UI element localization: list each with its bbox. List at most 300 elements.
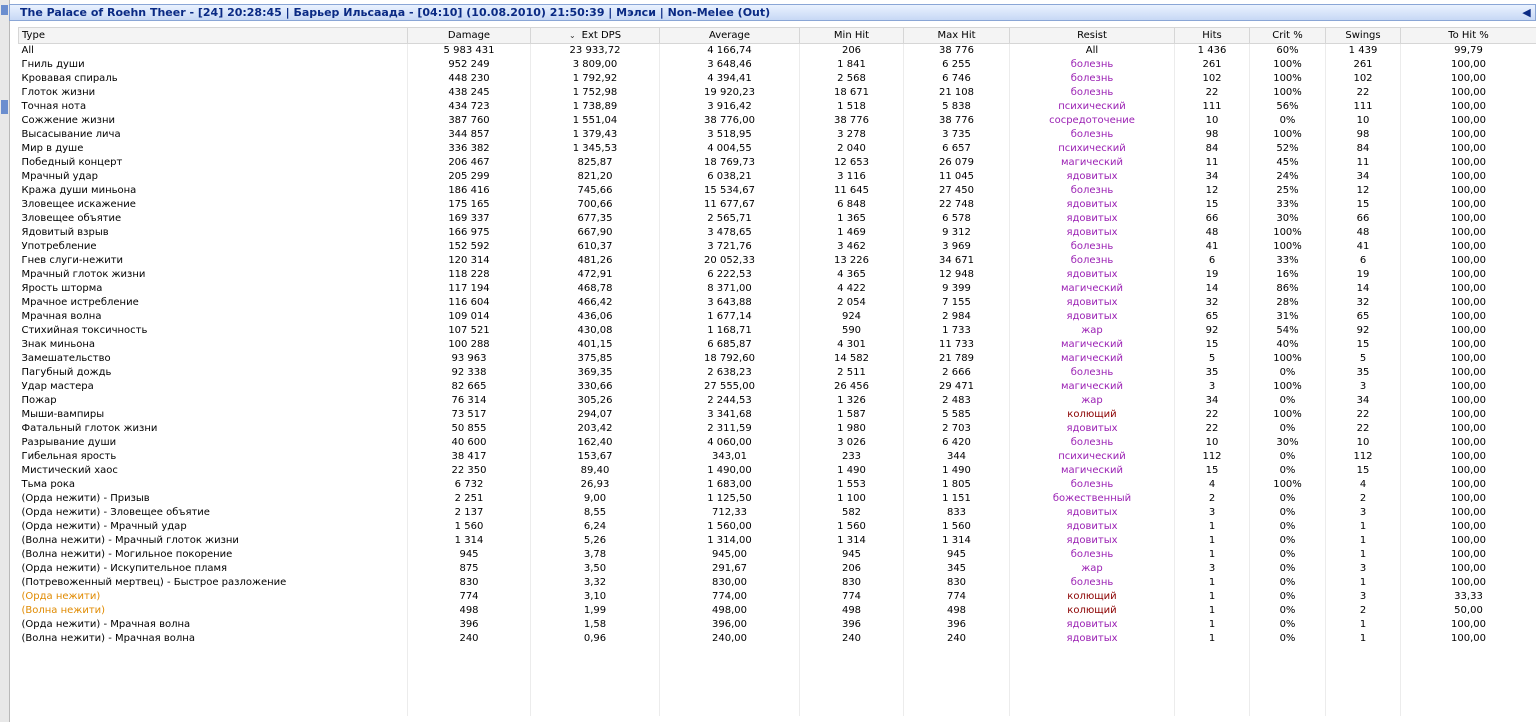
- cell-crit: 28%: [1250, 296, 1326, 310]
- cell-damage: 100 288: [408, 338, 531, 352]
- col-header-hits[interactable]: Hits: [1175, 28, 1250, 44]
- cell-hits: 19: [1175, 268, 1250, 282]
- empty-cell: [1326, 688, 1401, 702]
- cell-resist: болезнь: [1010, 58, 1175, 72]
- cell-max-hit: 38 776: [904, 44, 1010, 59]
- cell-average: 3 341,68: [660, 408, 800, 422]
- empty-cell: [1326, 702, 1401, 716]
- cell-average: 3 648,46: [660, 58, 800, 72]
- cell-type: Высасывание лича: [19, 128, 408, 142]
- col-header-swings[interactable]: Swings: [1326, 28, 1401, 44]
- table-row[interactable]: [19, 212, 1537, 226]
- cell-average: 15 534,67: [660, 184, 800, 198]
- cell-type: Мистический хаос: [19, 464, 408, 478]
- table-row[interactable]: [19, 548, 1537, 562]
- cell-to-hit: 50,00: [1401, 604, 1537, 618]
- cell-max-hit: 498: [904, 604, 1010, 618]
- col-header-to-hit[interactable]: To Hit %: [1401, 28, 1537, 44]
- table-row[interactable]: [19, 44, 1537, 59]
- table-row[interactable]: [19, 380, 1537, 394]
- cell-crit: 33%: [1250, 198, 1326, 212]
- table-row[interactable]: [19, 254, 1537, 268]
- col-header-type[interactable]: Type: [19, 28, 408, 44]
- cell-type: Зловещее искажение: [19, 198, 408, 212]
- cell-resist: колющий: [1010, 408, 1175, 422]
- table-row[interactable]: [19, 268, 1537, 282]
- cell-average: 498,00: [660, 604, 800, 618]
- cell-swings: 15: [1326, 198, 1401, 212]
- cell-average: 3 478,65: [660, 226, 800, 240]
- cell-to-hit: 100,00: [1401, 170, 1537, 184]
- table-row[interactable]: [19, 562, 1537, 576]
- empty-row: [19, 660, 1537, 674]
- table-row[interactable]: [19, 352, 1537, 366]
- cell-swings: 10: [1326, 436, 1401, 450]
- cell-damage: 92 338: [408, 366, 531, 380]
- cell-type: Кража души миньона: [19, 184, 408, 198]
- cell-ext-dps: 153,67: [531, 450, 660, 464]
- table-row[interactable]: [19, 422, 1537, 436]
- cell-ext-dps: 3,32: [531, 576, 660, 590]
- cell-resist: ядовитых: [1010, 170, 1175, 184]
- cell-crit: 100%: [1250, 226, 1326, 240]
- cell-min-hit: 582: [800, 506, 904, 520]
- empty-cell: [1401, 688, 1537, 702]
- cell-resist: психический: [1010, 100, 1175, 114]
- cell-hits: 261: [1175, 58, 1250, 72]
- empty-cell: [408, 646, 531, 660]
- cell-max-hit: 1 151: [904, 492, 1010, 506]
- table-row[interactable]: [19, 240, 1537, 254]
- cell-min-hit: 1 326: [800, 394, 904, 408]
- col-header-crit[interactable]: Crit %: [1250, 28, 1326, 44]
- cell-damage: 93 963: [408, 352, 531, 366]
- cell-max-hit: 1 805: [904, 478, 1010, 492]
- empty-cell: [800, 688, 904, 702]
- empty-cell: [1250, 688, 1326, 702]
- cell-hits: 1: [1175, 520, 1250, 534]
- cell-max-hit: 945: [904, 548, 1010, 562]
- empty-cell: [660, 702, 800, 716]
- table-row[interactable]: [19, 86, 1537, 100]
- col-header-max-hit[interactable]: Max Hit: [904, 28, 1010, 44]
- cell-ext-dps: 466,42: [531, 296, 660, 310]
- cell-average: 396,00: [660, 618, 800, 632]
- header-row: [19, 28, 1537, 44]
- cell-min-hit: 3 462: [800, 240, 904, 254]
- cell-type: Победный концерт: [19, 156, 408, 170]
- cell-to-hit: 100,00: [1401, 310, 1537, 324]
- cell-max-hit: 345: [904, 562, 1010, 576]
- cell-ext-dps: 162,40: [531, 436, 660, 450]
- cell-resist: магический: [1010, 380, 1175, 394]
- cell-type: Мрачный удар: [19, 170, 408, 184]
- empty-cell: [904, 646, 1010, 660]
- col-header-min-hit[interactable]: Min Hit: [800, 28, 904, 44]
- cell-min-hit: 1 553: [800, 478, 904, 492]
- cell-average: 6 685,87: [660, 338, 800, 352]
- empty-cell: [1175, 702, 1250, 716]
- cell-damage: 175 165: [408, 198, 531, 212]
- cell-damage: 396: [408, 618, 531, 632]
- cell-crit: 24%: [1250, 170, 1326, 184]
- cell-max-hit: 38 776: [904, 114, 1010, 128]
- cell-damage: 50 855: [408, 422, 531, 436]
- cell-swings: 3: [1326, 380, 1401, 394]
- empty-row: [19, 646, 1537, 660]
- table-row[interactable]: [19, 114, 1537, 128]
- cell-crit: 0%: [1250, 506, 1326, 520]
- cell-ext-dps: 330,66: [531, 380, 660, 394]
- cell-type: Знак миньона: [19, 338, 408, 352]
- arrow-left-icon[interactable]: ◀: [1522, 6, 1531, 19]
- table-row[interactable]: [19, 338, 1537, 352]
- table-row[interactable]: [19, 282, 1537, 296]
- table-row[interactable]: [19, 604, 1537, 618]
- cell-type: Мрачная волна: [19, 310, 408, 324]
- cell-hits: 1: [1175, 534, 1250, 548]
- empty-cell: [531, 646, 660, 660]
- cell-crit: 30%: [1250, 212, 1326, 226]
- table-row[interactable]: [19, 618, 1537, 632]
- cell-type: (Орда нежити) - Искупительное пламя: [19, 562, 408, 576]
- cell-hits: 22: [1175, 408, 1250, 422]
- cell-resist: психический: [1010, 450, 1175, 464]
- cell-ext-dps: 436,06: [531, 310, 660, 324]
- table-row[interactable]: [19, 506, 1537, 520]
- cell-type: Гибельная ярость: [19, 450, 408, 464]
- cell-damage: 205 299: [408, 170, 531, 184]
- cell-average: 19 920,23: [660, 86, 800, 100]
- cell-crit: 100%: [1250, 86, 1326, 100]
- cell-crit: 54%: [1250, 324, 1326, 338]
- cell-swings: 1: [1326, 548, 1401, 562]
- col-header-resist[interactable]: Resist: [1010, 28, 1175, 44]
- cell-min-hit: 396: [800, 618, 904, 632]
- table-row[interactable]: [19, 520, 1537, 534]
- cell-to-hit: 100,00: [1401, 338, 1537, 352]
- cell-resist: магический: [1010, 282, 1175, 296]
- cell-max-hit: 6 578: [904, 212, 1010, 226]
- cell-type: Мир в душе: [19, 142, 408, 156]
- table-row[interactable]: [19, 296, 1537, 310]
- cell-max-hit: 1 314: [904, 534, 1010, 548]
- table-row[interactable]: [19, 198, 1537, 212]
- empty-cell: [408, 660, 531, 674]
- cell-resist: сосредоточение: [1010, 114, 1175, 128]
- cell-damage: 448 230: [408, 72, 531, 86]
- table-row[interactable]: [19, 100, 1537, 114]
- cell-ext-dps: 610,37: [531, 240, 660, 254]
- collapse-icon[interactable]: [1, 5, 8, 15]
- cell-max-hit: 6 746: [904, 72, 1010, 86]
- cell-swings: 1 439: [1326, 44, 1401, 59]
- cell-min-hit: 1 518: [800, 100, 904, 114]
- cell-hits: 11: [1175, 156, 1250, 170]
- cell-swings: 1: [1326, 520, 1401, 534]
- cell-type: Фатальный глоток жизни: [19, 422, 408, 436]
- empty-cell: [19, 660, 408, 674]
- cell-crit: 100%: [1250, 128, 1326, 142]
- cell-average: 774,00: [660, 590, 800, 604]
- cell-hits: 92: [1175, 324, 1250, 338]
- cell-ext-dps: 1 379,43: [531, 128, 660, 142]
- cell-ext-dps: 1 551,04: [531, 114, 660, 128]
- cell-crit: 0%: [1250, 534, 1326, 548]
- table-row[interactable]: [19, 394, 1537, 408]
- cell-resist: магический: [1010, 156, 1175, 170]
- cell-damage: 336 382: [408, 142, 531, 156]
- cell-average: 3 916,42: [660, 100, 800, 114]
- cell-hits: 15: [1175, 198, 1250, 212]
- cell-ext-dps: 700,66: [531, 198, 660, 212]
- table-row[interactable]: [19, 408, 1537, 422]
- empty-cell: [904, 660, 1010, 674]
- table-row[interactable]: [19, 142, 1537, 156]
- cell-to-hit: 100,00: [1401, 576, 1537, 590]
- cell-hits: 10: [1175, 436, 1250, 450]
- cell-max-hit: 12 948: [904, 268, 1010, 282]
- cell-max-hit: 21 789: [904, 352, 1010, 366]
- empty-cell: [1250, 702, 1326, 716]
- cell-swings: 4: [1326, 478, 1401, 492]
- cell-resist: ядовитых: [1010, 618, 1175, 632]
- col-header-damage[interactable]: Damage: [408, 28, 531, 44]
- cell-min-hit: 3 278: [800, 128, 904, 142]
- table-row[interactable]: [19, 366, 1537, 380]
- cell-min-hit: 1 560: [800, 520, 904, 534]
- empty-cell: [408, 702, 531, 716]
- cell-average: 2 638,23: [660, 366, 800, 380]
- cell-ext-dps: 3,78: [531, 548, 660, 562]
- cell-to-hit: 100,00: [1401, 156, 1537, 170]
- table-row[interactable]: [19, 534, 1537, 548]
- table-row[interactable]: [19, 58, 1537, 72]
- cell-hits: 98: [1175, 128, 1250, 142]
- cell-min-hit: 945: [800, 548, 904, 562]
- empty-cell: [1401, 646, 1537, 660]
- cell-max-hit: 1 560: [904, 520, 1010, 534]
- cell-ext-dps: 6,24: [531, 520, 660, 534]
- cell-average: 1 683,00: [660, 478, 800, 492]
- cell-crit: 0%: [1250, 562, 1326, 576]
- empty-row: [19, 688, 1537, 702]
- cell-crit: 0%: [1250, 632, 1326, 646]
- cell-hits: 22: [1175, 422, 1250, 436]
- cell-hits: 15: [1175, 338, 1250, 352]
- table-row[interactable]: [19, 632, 1537, 646]
- cell-resist: болезнь: [1010, 478, 1175, 492]
- cell-crit: 0%: [1250, 450, 1326, 464]
- cell-max-hit: 1 490: [904, 464, 1010, 478]
- cell-type: Мыши-вампиры: [19, 408, 408, 422]
- empty-cell: [1010, 674, 1175, 688]
- cell-ext-dps: 305,26: [531, 394, 660, 408]
- cell-hits: 15: [1175, 464, 1250, 478]
- cell-hits: 10: [1175, 114, 1250, 128]
- cell-crit: 45%: [1250, 156, 1326, 170]
- cell-crit: 0%: [1250, 114, 1326, 128]
- cell-max-hit: 5 585: [904, 408, 1010, 422]
- cell-resist: ядовитых: [1010, 310, 1175, 324]
- cell-max-hit: 2 703: [904, 422, 1010, 436]
- empty-cell: [800, 674, 904, 688]
- cell-crit: 16%: [1250, 268, 1326, 282]
- cell-hits: 34: [1175, 394, 1250, 408]
- cell-resist: болезнь: [1010, 184, 1175, 198]
- cell-max-hit: 2 984: [904, 310, 1010, 324]
- empty-cell: [19, 674, 408, 688]
- table-row[interactable]: [19, 450, 1537, 464]
- empty-cell: [800, 660, 904, 674]
- cell-average: 4 060,00: [660, 436, 800, 450]
- cell-crit: 31%: [1250, 310, 1326, 324]
- cell-min-hit: 13 226: [800, 254, 904, 268]
- cell-crit: 0%: [1250, 548, 1326, 562]
- cell-swings: 2: [1326, 492, 1401, 506]
- empty-cell: [660, 688, 800, 702]
- table-row[interactable]: [19, 590, 1537, 604]
- cell-crit: 100%: [1250, 380, 1326, 394]
- cell-to-hit: 100,00: [1401, 380, 1537, 394]
- table-row[interactable]: [19, 436, 1537, 450]
- table-row[interactable]: [19, 324, 1537, 338]
- cell-damage: 166 975: [408, 226, 531, 240]
- table-row[interactable]: [19, 492, 1537, 506]
- cell-max-hit: 34 671: [904, 254, 1010, 268]
- cell-ext-dps: 821,20: [531, 170, 660, 184]
- cell-min-hit: 774: [800, 590, 904, 604]
- table-row[interactable]: [19, 310, 1537, 324]
- cell-min-hit: 1 980: [800, 422, 904, 436]
- cell-damage: 169 337: [408, 212, 531, 226]
- empty-cell: [904, 688, 1010, 702]
- cell-swings: 10: [1326, 114, 1401, 128]
- cell-max-hit: 9 312: [904, 226, 1010, 240]
- cell-crit: 60%: [1250, 44, 1326, 59]
- cell-min-hit: 4 301: [800, 338, 904, 352]
- cell-resist: болезнь: [1010, 240, 1175, 254]
- cell-resist: All: [1010, 44, 1175, 59]
- col-header-average[interactable]: Average: [660, 28, 800, 44]
- cell-crit: 0%: [1250, 590, 1326, 604]
- cell-min-hit: 206: [800, 44, 904, 59]
- table-row[interactable]: [19, 156, 1537, 170]
- cell-damage: 22 350: [408, 464, 531, 478]
- cell-max-hit: 27 450: [904, 184, 1010, 198]
- cell-ext-dps: 294,07: [531, 408, 660, 422]
- cell-min-hit: 2 040: [800, 142, 904, 156]
- cell-type: Мрачный глоток жизни: [19, 268, 408, 282]
- cell-damage: 107 521: [408, 324, 531, 338]
- cell-to-hit: 100,00: [1401, 436, 1537, 450]
- cell-swings: 1: [1326, 618, 1401, 632]
- empty-cell: [1326, 646, 1401, 660]
- cell-swings: 19: [1326, 268, 1401, 282]
- cell-to-hit: 100,00: [1401, 198, 1537, 212]
- table-row[interactable]: [19, 170, 1537, 184]
- cell-min-hit: 206: [800, 562, 904, 576]
- empty-cell: [1326, 660, 1401, 674]
- cell-ext-dps: 9,00: [531, 492, 660, 506]
- empty-cell: [1250, 674, 1326, 688]
- cell-type: Пожар: [19, 394, 408, 408]
- cell-damage: 387 760: [408, 114, 531, 128]
- cell-min-hit: 1 365: [800, 212, 904, 226]
- cell-resist: ядовитых: [1010, 226, 1175, 240]
- empty-cell: [408, 674, 531, 688]
- cell-min-hit: 1 100: [800, 492, 904, 506]
- cell-average: 4 004,55: [660, 142, 800, 156]
- cell-hits: 3: [1175, 562, 1250, 576]
- cell-swings: 3: [1326, 590, 1401, 604]
- empty-cell: [531, 688, 660, 702]
- cell-damage: 830: [408, 576, 531, 590]
- cell-average: 3 721,76: [660, 240, 800, 254]
- cell-hits: 1: [1175, 618, 1250, 632]
- left-panel-strip: [0, 0, 10, 722]
- damage-table: [18, 27, 1536, 716]
- cell-hits: 102: [1175, 72, 1250, 86]
- empty-cell: [904, 674, 1010, 688]
- cell-type: (Орда нежити) - Зловещее объятие: [19, 506, 408, 520]
- col-header-ext-dps[interactable]: [531, 28, 660, 44]
- cell-ext-dps: 3 809,00: [531, 58, 660, 72]
- cell-hits: 5: [1175, 352, 1250, 366]
- cell-damage: 774: [408, 590, 531, 604]
- cell-max-hit: 774: [904, 590, 1010, 604]
- cell-swings: 2: [1326, 604, 1401, 618]
- cell-resist: болезнь: [1010, 86, 1175, 100]
- cell-min-hit: 6 848: [800, 198, 904, 212]
- cell-to-hit: 100,00: [1401, 366, 1537, 380]
- cell-to-hit: 100,00: [1401, 282, 1537, 296]
- cell-max-hit: 11 733: [904, 338, 1010, 352]
- cell-crit: 52%: [1250, 142, 1326, 156]
- cell-min-hit: 4 365: [800, 268, 904, 282]
- cell-to-hit: 100,00: [1401, 352, 1537, 366]
- cell-swings: 22: [1326, 408, 1401, 422]
- cell-average: 240,00: [660, 632, 800, 646]
- table-row[interactable]: [19, 576, 1537, 590]
- table-row[interactable]: [19, 464, 1537, 478]
- cell-to-hit: 100,00: [1401, 296, 1537, 310]
- cell-ext-dps: 1,58: [531, 618, 660, 632]
- cell-swings: 12: [1326, 184, 1401, 198]
- cell-crit: 25%: [1250, 184, 1326, 198]
- cell-ext-dps: 745,66: [531, 184, 660, 198]
- cell-swings: 3: [1326, 562, 1401, 576]
- table-row[interactable]: [19, 72, 1537, 86]
- cell-max-hit: 2 483: [904, 394, 1010, 408]
- cell-resist: магический: [1010, 464, 1175, 478]
- cell-min-hit: 2 511: [800, 366, 904, 380]
- cell-hits: 35: [1175, 366, 1250, 380]
- cell-to-hit: 100,00: [1401, 534, 1537, 548]
- cell-ext-dps: 1 345,53: [531, 142, 660, 156]
- cell-max-hit: 21 108: [904, 86, 1010, 100]
- table-row[interactable]: [19, 184, 1537, 198]
- cell-to-hit: 100,00: [1401, 240, 1537, 254]
- table-row[interactable]: [19, 226, 1537, 240]
- table-body: [19, 44, 1537, 717]
- cell-resist: ядовитых: [1010, 506, 1175, 520]
- table-row[interactable]: [19, 128, 1537, 142]
- cell-min-hit: 1 841: [800, 58, 904, 72]
- table-row[interactable]: [19, 478, 1537, 492]
- cell-swings: 22: [1326, 86, 1401, 100]
- cell-resist: болезнь: [1010, 366, 1175, 380]
